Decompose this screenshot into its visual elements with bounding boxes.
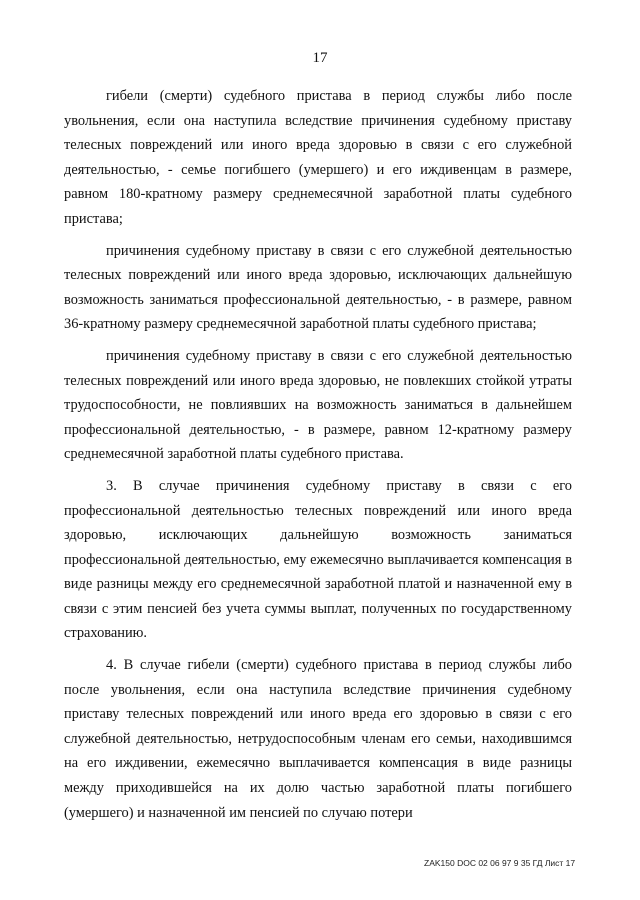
paragraph-injury-compensation: причинения судебному приставу в связи с его служебной деятельностью телесных повреждений или иного вреда здоровью, не повлекших стойкой утраты трудоспособности, не повлиявших на возможность заниматься в дальнейшем профессиональной деятельностью, - в размере, равном 12-кратному размеру среднемесячной заработной платы судебного пристава. xyxy=(64,347,572,463)
paragraph-disability-compensation: причинения судебному приставу в связи с его служебной деятельностью телесных повреждений или иного вреда здоровью, исключающих дальнейшую возможность заниматься профессиональной деятельностью, - в размере, равном 36-кратному размеру среднемесячной заработной платы судебного пристава; xyxy=(64,242,572,333)
document-body xyxy=(64,84,572,832)
page-footer: ZAK150 DOC 02 06 97 9 35 ГД Лист 17 xyxy=(424,858,576,868)
paragraph-section-3: 3. В случае причинения судебному приставу в связи с его профессиональной деятельностью телесных повреждений или иного вреда здоровью, исключающих дальнейшую возможность заниматься профессиональной деятельностью, ему ежемесячно выплачивается компенсация в виде разницы между его среднемесячной заработной платой и назначенной ему в связи с этим пенсией без учета суммы выплат, полученных по государственному страхованию. xyxy=(64,477,572,642)
paragraph-death-compensation: гибели (смерти) судебного пристава в период службы либо после увольнения, если она наступила вследствие причинения судебному приставу телесных повреждений или иного вреда здоровью в связи с его служебной деятельностью, - семье погибшего (умершего) и его иждивенцам в размере, равном 180-кратному размеру среднемесячной заработной платы судебного пристава; xyxy=(64,88,572,227)
paragraph-section-4: 4. В случае гибели (смерти) судебного пристава в период службы либо после увольнения, если она наступила вследствие причинения судебному приставу телесных повреждений или иного вреда его здоровью в связи с его служебной деятельностью, нетрудоспособным членам его семьи, находившимся на его иждивении, ежемесячно выплачивается компенсация в виде разницы между приходившейся на их долю частью заработной платы погибшего (умершего) и назначенной им пенсией по случаю потери xyxy=(64,657,572,821)
page-number: 17 xyxy=(312,50,328,66)
